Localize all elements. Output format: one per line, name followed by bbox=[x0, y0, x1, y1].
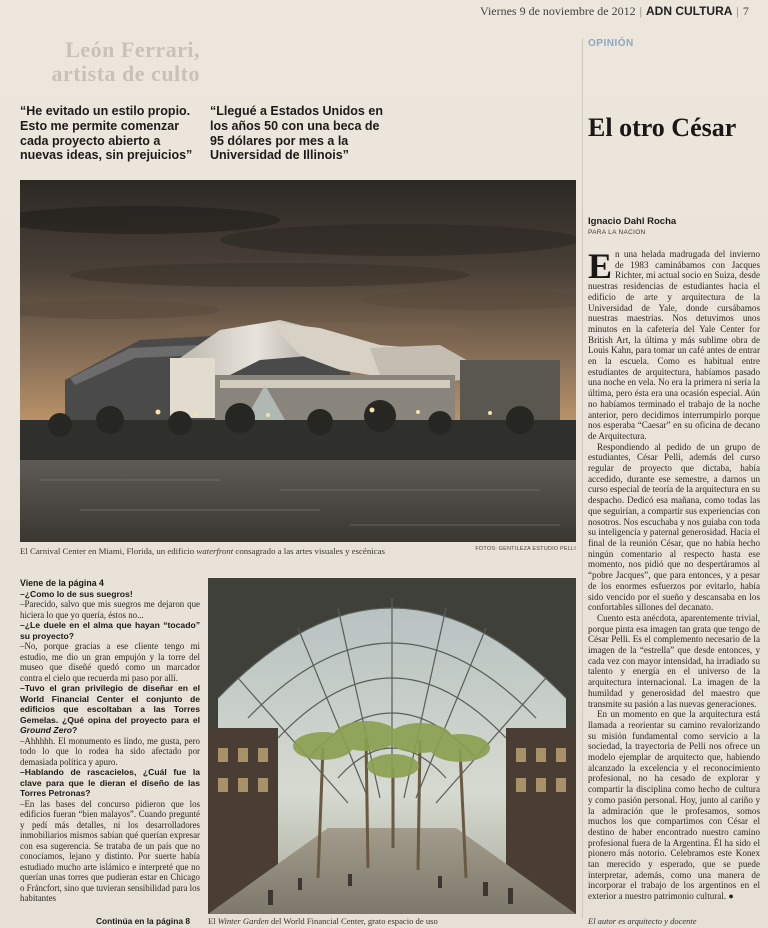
page-header bbox=[480, 4, 768, 20]
waterfront bbox=[20, 460, 576, 542]
article-headline: El otro César bbox=[588, 113, 737, 142]
header-page-number: 7 bbox=[742, 4, 749, 18]
article-paragraph: Respondiendo al pedido de un grupo de estudiantes, César Pelli, además del curso regular de proyecto que dictaba, había accedido, durante ese semestre, a darnos un curso especial de teoría de la arquitectura en su despacho. Dedicó esa mañana, como todas las que seguirían, a compartir sus experiencias con nosotros. Nos escuchaba y nos guiaba con toda su inteligencia y paternal generosidad. Hacia el final de la reunión César, que no había hecho ningún comentario al respecto hasta ese momento, nos pidió que no despertáramos al “pobre Jacques”, que para entonces, y a pesar de los enormes esfuerzos por evitarlo, había sido vencido por el sueño y descansaba en los confortables sillones del decanato. bbox=[588, 441, 760, 613]
interview-question: –¿Como lo de sus suegros! bbox=[20, 588, 133, 599]
article-paragraph: En una helada madrugada del invierno de 1983 caminábamos con Jacques Richter, mi actual socio en Suiza, desde nuestras residencias de estudiantes hacia el edificio de arte y arquitectura de la Universidad de Yale, donde cursábamos nuestras maestrías. Nos detuvimos unos minutos en la cafetería del Yale Center for British Art, la última y más sublime obra de Louis Kahn, para tomar un café antes de entrar en la escuela. Como es habitual entre estudiantes de arquitectura, habíamos pasado una noche en vela. No era la primera ni sería la última, pero ésta era una ocasión especial. Aún no habíamos terminado el trabajo de la noche anterior, pero decidimos interrumpirlo porque nos esperaba “Caesar” en su oficina de decano de Arquitectura. bbox=[588, 246, 760, 441]
interview-question: –Hablando de rascacielos, ¿Cuál fue la clave para que le dieran el diseño de las Torres Petronas? bbox=[20, 767, 200, 798]
article-paragraph: En un momento en que la arquitectura está llamada a reorientar su camino revalorizando su misión fundamental como servicio a la sociedad, la trayectoria de Pelli nos ofrece un modelo ejemplar de arquitecto que, habiendo alcanzado la excelencia y el reconocimiento profesional, no ha cesado de explorar y compartir la disciplina como hecho de cultura y como pasión personal. Hoy, junto al cariño y la admiración que le profesamos, somos muchos los que compartimos con César el destino de haber encontrado nuestro camino profesional fuera de la Argentina. Él ha sido el pionero más notorio. Celebramos este Konex tan merecido y esperado, que se puede interpretar, además, como una manera de incorporar el trabajo de los argentinos en el exterior a nuestro patrimonio cultural. ● bbox=[588, 709, 760, 902]
continued-from-label: Viene de la página 4 bbox=[20, 578, 104, 588]
column-rule bbox=[582, 38, 583, 918]
header-section: ADN CULTURA bbox=[645, 4, 733, 18]
continued-on-label: Continúa en la página 8 bbox=[96, 916, 190, 926]
winter-garden-photo bbox=[208, 578, 576, 914]
article-paragraph: Cuento esta anécdota, aparentemente trivial, porque pinta esa imagen tan grata que tengo de César Pelli. Es el complemento necesario de la imagen de la “estrella” que desde entonces, y cada vez con mayor intensidad, ha irradiado su talento y energía en el universo de la arquitectura internacional. La imagen de la humildad y generosidad del maestro que transmite su pasión a las nuevas generaciones. bbox=[588, 612, 760, 709]
end-mark-icon: ● bbox=[728, 891, 734, 902]
drop-cap: E bbox=[588, 246, 613, 286]
header-separator: | bbox=[639, 4, 642, 18]
hero-photo-caption: El Carnival Center en Miami, Florida, un edificio waterfront consagrado a las artes visuales y escénicas bbox=[20, 546, 385, 556]
interview-continuation bbox=[20, 578, 200, 904]
winter-garden-caption: El Winter Garden del World Financial Center, grato espacio de uso bbox=[208, 916, 438, 926]
bleed-through-title: León Ferrari, artista de culto bbox=[51, 37, 200, 86]
hero-photo-carnival-center bbox=[20, 180, 576, 542]
interview-answer: –No, porque gracias a ese cliente tengo mi estudio, me dio un gran empujón y la torre del museo que diseñé quedó como un marcador contra el cielo que recuerda mi paso por allí. bbox=[20, 641, 200, 683]
building-tower bbox=[170, 358, 215, 418]
opinion-article-body bbox=[588, 246, 760, 902]
pull-quote-1: “He evitado un estilo propio. Esto me permite comenzar cada proyecto abierto a nuevas ideas, sin prejuicios” bbox=[20, 104, 193, 163]
winter-garden-illustration bbox=[208, 578, 576, 914]
section-label-opinion: OPINIÓN bbox=[588, 38, 634, 49]
interview-answer: –Parecido, salvo que mis suegros me dejaron que hiciera lo que yo quería, éstos no... bbox=[20, 599, 200, 620]
author-name: Ignacio Dahl Rocha bbox=[588, 216, 677, 227]
pull-quote-2: “Llegué a Estados Unidos en los años 50 con una beca de 95 dólares por mes a la Universidad de Illinois” bbox=[210, 104, 383, 163]
header-separator: | bbox=[736, 4, 739, 18]
hero-photo-illustration bbox=[20, 180, 576, 542]
author-org: PARA LA NACION bbox=[588, 229, 646, 236]
header-date: Viernes 9 de noviembre de 2012 bbox=[480, 4, 636, 18]
photo-credit: FOTOS: GENTILEZA ESTUDIO PELLI bbox=[475, 546, 576, 552]
interview-answer: –Ahhhhh. El monumento es lindo, me gusta, pero todo lo que lo rodea ha sido afectado por demasiada política y apuro. bbox=[20, 735, 200, 767]
interview-answer: –En las bases del concurso pidieron que los edificios fueran “bien malayos”. Cuando pregunté y pedí más detalles, ni los desarrolladores inmobiliarios mismos sabían qué querían expresar con esa sugerencia. Se trataba de un país que no conocíamos, lejano y distinto. Por suerte había estudiado mucho arte islámico e interpreté que no querían unas torres que pudieran estar en Chicago o Fráncfort, sino que tuvieran sensibilidad para los habitantes bbox=[20, 798, 200, 903]
interview-question: –Tuvo el gran privilegio de diseñar en el World Financial Center el conjunto de edificios que escoltaban a las Torres Gemelas. ¿Qué opina del proyecto para el Ground Zero? bbox=[20, 683, 200, 735]
interview-question: –¿Le duele en el alma que hayan “tocado” su proyecto? bbox=[20, 620, 200, 641]
author-signature-note: El autor es arquitecto y docente bbox=[588, 916, 697, 926]
